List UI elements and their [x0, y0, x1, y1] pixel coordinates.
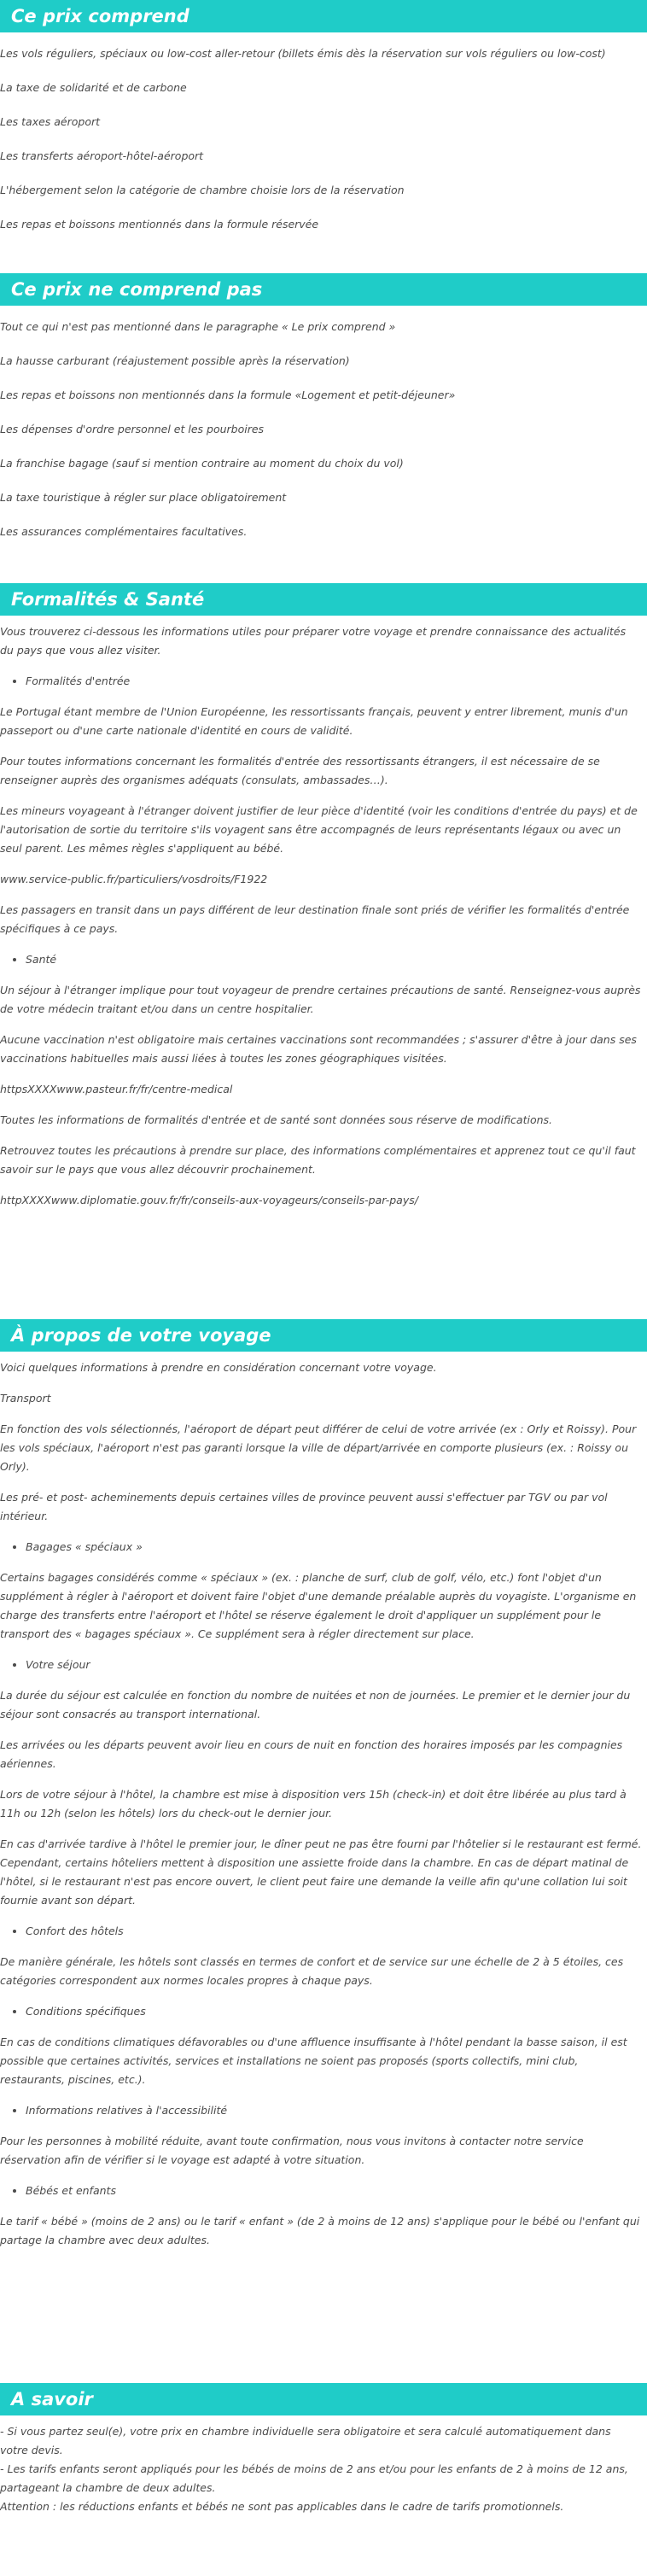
duration-paragraph: La durée du séjour est calculée en fonction du nombre de nuitées et non de journées. Le premier et le dernier jour du séjour sont consacrés au transport international.: [0, 1689, 631, 1720]
excluded-heading: Ce prix ne comprend pas: [0, 273, 647, 306]
pasteur-link: httpsXXXXwww.pasteur.fr/fr/centre-medical: [0, 1083, 233, 1095]
excluded-section: [0, 273, 647, 583]
conditions-bullet-list: [0, 2002, 647, 2021]
comfort-paragraph: De manière générale, les hôtels sont classés en termes de confort et de service sur une échelle de 2 à 5 étoiles, ces catégories correspondent aux normes locales propres à chaque pays.: [0, 1955, 624, 1987]
retrouvez-paragraph: Retrouvez toutes les précautions à prendre sur place, des informations complémentaires et apprenez tout ce qu'il faut savoir sur le pays que vous allez découvrir prochainement.: [0, 1144, 636, 1176]
included-item: Les vols réguliers, spéciaux ou low-cost aller-retour (billets émis dès la réservation sur vols réguliers ou low-cost): [0, 47, 606, 60]
babies-bullet: • Bébés et enfants: [26, 2182, 647, 2200]
comfort-bullet-list: [0, 1922, 647, 1941]
formalities-body: [0, 616, 647, 1210]
included-list: [0, 32, 647, 234]
checkin-paragraph: Lors de votre séjour à l'hôtel, la chambre est mise à disposition vers 15h (check-in) et doit être libérée au plus tard à 11h ou 12h (selon les hôtels) lors du check-out le dernier jour.: [0, 1788, 627, 1820]
portugal-paragraph: Le Portugal étant membre de l'Union Européenne, les ressortissants français, peuvent y entrer librement, munis d'un passeport ou d'une carte nationale d'identité en cours de validité.: [0, 705, 628, 737]
excluded-item: La taxe touristique à régler sur place obligatoirement: [0, 491, 287, 504]
formalities-intro: Vous trouverez ci-dessous les informations utiles pour préparer votre voyage et prendre connaissance des actualités du pays que vous allez visiter.: [0, 625, 627, 657]
comfort-bullet: • Confort des hôtels: [26, 1922, 647, 1941]
excluded-item: La hausse carburant (réajustement possible après la réservation): [0, 354, 350, 367]
excluded-list: [0, 306, 647, 541]
included-item: Les taxes aéroport: [0, 115, 101, 128]
know-section: [0, 2383, 647, 2571]
health-paragraph: Un séjour à l'étranger implique pour tout voyageur de prendre certaines précautions de santé. Renseignez-vous auprès de votre médecin traitant et/ou dans un centre hospitalier.: [0, 984, 641, 1015]
included-item: L'hébergement selon la catégorie de chambre choisie lors de la réservation: [0, 184, 405, 196]
about-body: [0, 1352, 647, 2250]
about-section: [0, 1319, 647, 2383]
baggage-paragraph: Certains bagages considérés comme « spéciaux » (ex. : planche de surf, club de golf, vélo, etc.) font l'objet d'un supplément à régler à l'aéroport et doivent faire l'objet d'une demande préalable auprès du voyagiste. L'organisme en charge des transferts entre l'aéroport et l'hôtel se réserve également le droit d'appliquer un supplément pour le transport des « bagages spéciaux ». Ce supplément sera à régler directement sur place.: [0, 1571, 637, 1640]
vaccine-paragraph: Aucune vaccination n'est obligatoire mais certaines vaccinations sont recommandées ; s'assurer d'être à jour dans ses vaccinations habituelles mais aussi liées à toutes les zones géographiques visitées.: [0, 1033, 637, 1065]
night-paragraph: Les arrivées ou les départs peuvent avoir lieu en cours de nuit en fonction des horaires imposés par les compagnies aériennes.: [0, 1738, 623, 1770]
preroute-paragraph: Les pré- et post- acheminements depuis certaines villes de province peuvent aussi s'effectuer par TGV ou par vol intérieur.: [0, 1491, 608, 1522]
minors-paragraph: Les mineurs voyageant à l'étranger doivent justifier de leur pièce d'identité (voir les conditions d'entrée du pays) et de l'autorisation de sortie du territoire s'ils voyagent sans être accompagnés de leurs représentants légaux ou avec un seul parent. Les mêmes règles s'appliquent au bébé.: [0, 804, 638, 855]
transit-paragraph: Les passagers en transit dans un pays différent de leur destination finale sont priés de vérifier les formalités d'entrée spécifiques à ce pays.: [0, 903, 630, 935]
about-intro: Voici quelques informations à prendre en considération concernant votre voyage.: [0, 1361, 437, 1374]
know-heading: A savoir: [0, 2383, 647, 2415]
excluded-item: La franchise bagage (sauf si mention contraire au moment du choix du vol): [0, 457, 404, 470]
accessibility-bullet: • Informations relatives à l'accessibilité: [26, 2101, 647, 2120]
included-item: Les transferts aéroport-hôtel-aéroport: [0, 149, 204, 162]
accessibility-bullet-list: [0, 2101, 647, 2120]
included-item: Les repas et boissons mentionnés dans la formule réservée: [0, 218, 319, 231]
baggage-bullet-list: [0, 1538, 647, 1557]
reserve-paragraph: Toutes les informations de formalités d'entrée et de santé sont données sous réserve de modifications.: [0, 1113, 553, 1126]
included-heading: Ce prix comprend: [0, 0, 647, 32]
accessibility-paragraph: Pour les personnes à mobilité réduite, avant toute confirmation, nous vous invitons à contacter notre service réservation afin de vérifier si le voyage est adapté à votre situation.: [0, 2135, 584, 2166]
excluded-item: Les assurances complémentaires facultatives.: [0, 525, 248, 538]
baggage-bullet: • Bagages « spéciaux »: [26, 1538, 647, 1557]
about-heading: À propos de votre voyage: [0, 1319, 647, 1352]
formalities-heading: Formalités & Santé: [0, 583, 647, 616]
diplomatie-link: httpXXXXwww.diplomatie.gouv.fr/fr/conseils-aux-voyageurs/conseils-par-pays/: [0, 1194, 418, 1206]
excluded-item: Tout ce qui n'est pas mentionné dans le paragraphe « Le prix comprend »: [0, 320, 396, 333]
formalities-section: [0, 583, 647, 1319]
excluded-item: Les repas et boissons non mentionnés dans la formule «Logement et petit-déjeuner»: [0, 388, 456, 401]
babies-bullet-list: [0, 2182, 647, 2200]
entry-bullet: • Formalités d'entrée: [26, 672, 647, 691]
transport-label: Transport: [0, 1392, 51, 1405]
health-bullet-list: [0, 950, 647, 969]
health-bullet: • Santé: [26, 950, 647, 969]
know-line: Attention : les réductions enfants et bébés ne sont pas applicables dans le cadre de tarifs promotionnels.: [0, 2500, 564, 2513]
airports-paragraph: En fonction des vols sélectionnés, l'aéroport de départ peut différer de celui de votre arrivée (ex : Orly et Roissy). Pour les vols spéciaux, l'aéroport n'est pas garanti lorsque la ville de départ/arrivée en comporte plusieurs (ex. : Roissy ou Orly).: [0, 1422, 637, 1473]
know-line: - Les tarifs enfants seront appliqués pour les bébés de moins de 2 ans et/ou pour les enfants de 2 à moins de 12 ans, partageant la chambre de deux adultes.: [0, 2462, 628, 2494]
conditions-paragraph: En cas de conditions climatiques défavorables ou d'une affluence insuffisante à l'hôtel pendant la basse saison, il est possible que certaines activités, services et installations ne soient pas proposés (sports collectifs, mini club, restaurants, piscines, etc.).: [0, 2036, 627, 2086]
conditions-bullet: • Conditions spécifiques: [26, 2002, 647, 2021]
stay-bullet: • Votre séjour: [26, 1656, 647, 1674]
included-item: La taxe de solidarité et de carbone: [0, 81, 187, 94]
service-public-link: www.service-public.fr/particuliers/vosdroits/F1922: [0, 873, 268, 885]
excluded-item: Les dépenses d'ordre personnel et les pourboires: [0, 423, 265, 435]
babies-paragraph: Le tarif « bébé » (moins de 2 ans) ou le tarif « enfant » (de 2 à moins de 12 ans) s'applique pour le bébé ou l'enfant qui partage la chambre avec deux adultes.: [0, 2215, 640, 2246]
foreign-paragraph: Pour toutes informations concernant les formalités d'entrée des ressortissants étrangers, il est nécessaire de se renseigner auprès des organismes adéquats (consulats, ambassades…).: [0, 755, 600, 786]
stay-bullet-list: [0, 1656, 647, 1674]
know-line: - Si vous partez seul(e), votre prix en chambre individuelle sera obligatoire et sera calculé automatiquement dans votre devis.: [0, 2425, 611, 2456]
know-body: [0, 2415, 647, 2516]
entry-bullet-list: [0, 672, 647, 691]
late-arrival-paragraph: En cas d'arrivée tardive à l'hôtel le premier jour, le dîner peut ne pas être fourni par l'hôtelier si le restaurant est fermé. Cependant, certains hôteliers mettent à disposition une assiette froide dans la chambre. En cas de départ matinal de l'hôtel, si le restaurant n'est pas encore ouvert, le client peut faire une demande la veille afin qu'une collation lui soit fournie avant son départ.: [0, 1837, 642, 1907]
included-section: [0, 0, 647, 273]
